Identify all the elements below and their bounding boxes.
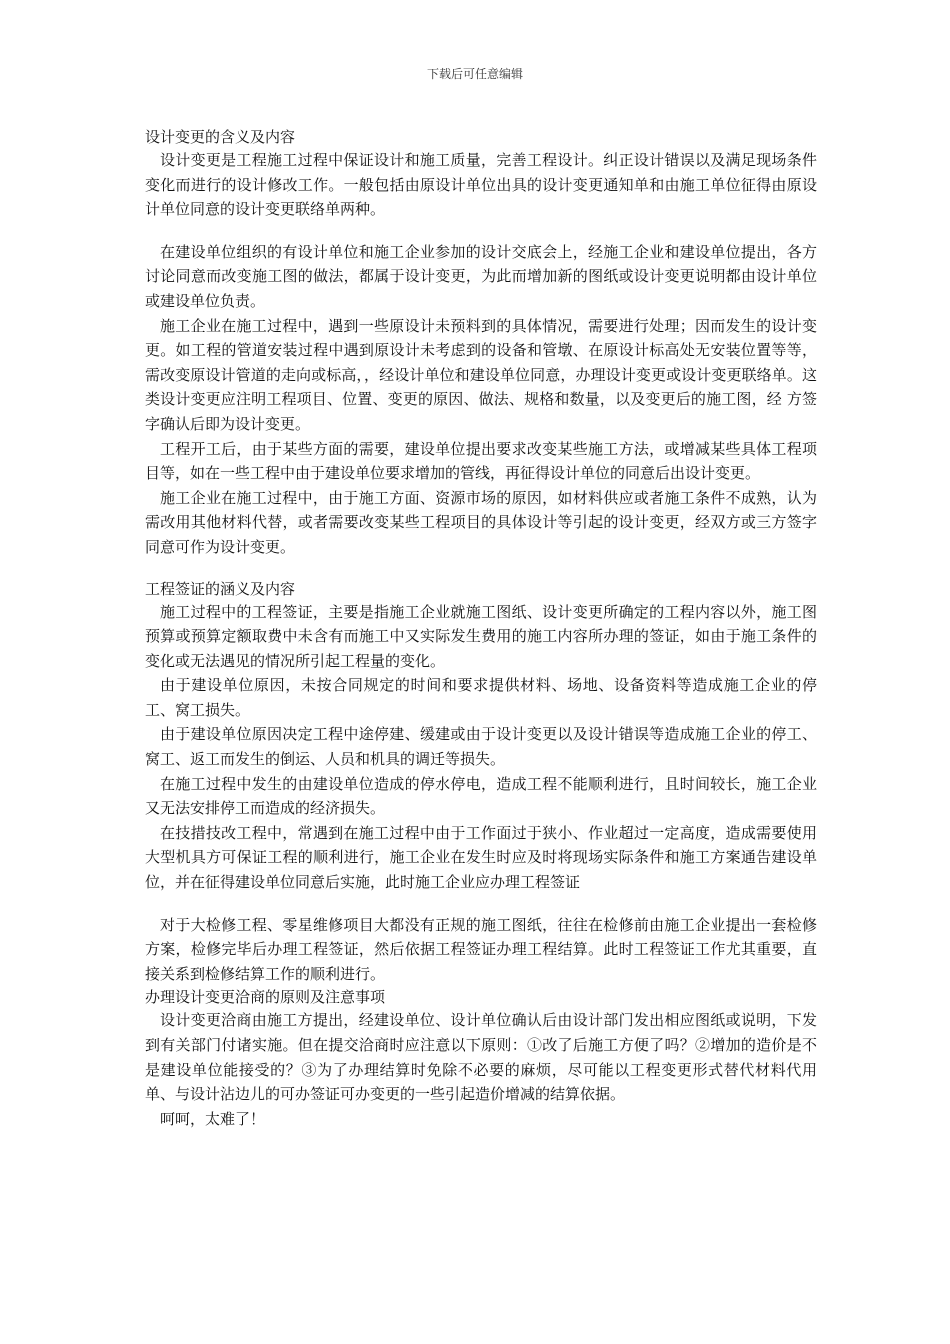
paragraph: 施工企业在施工过程中，遇到一些原设计未预料到的具体情况，需要进行处理；因而发生的设计变更。如工程的管道安装过程中遇到原设计未考虑到的设备和管墩、在原设计标高处无安装位置等等，需改变原设计管道的走向或标高，，经设计单位和建设单位同意，办理设计变更或设计变更联络单。这类设计变更应注明工程项目、位置、变更的原因、做法、规格和数量，以及变更后的施工图，经 方签字确认后即为设计变更。 <box>145 316 817 433</box>
blank-line <box>145 560 817 578</box>
paragraph: 对于大检修工程、零星维修项目大都没有正规的施工图纸，往往在检修前由施工企业提出一套检修方案，检修完毕后办理工程签证，然后依据工程签证办理工程结算。此时工程签证工作尤其重要，直接关系到检修结算工作的顺利进行。 <box>145 915 817 983</box>
section-heading-design-change: 设计变更的含义及内容 <box>145 128 296 146</box>
paragraph: 施工企业在施工过程中，由于施工方面、资源市场的原因，如材料供应或者施工条件不成熟，认为需改用其他材料代替，或者需要改变某些工程项目的具体设计等引起的设计变更，经双方或三方签字同意可作为设计变更。 <box>145 488 817 556</box>
header-note: 下载后可任意编辑 <box>426 67 523 81</box>
paragraph: 在建设单位组织的有设计单位和施工企业参加的设计交底会上，经施工企业和建设单位提出，各方讨论同意而改变施工图的做法，都属于设计变更，为此而增加新的图纸或设计变更说明都由设计单位或建设单位负责。 <box>145 242 817 310</box>
blank-line <box>145 222 817 240</box>
paragraph: 由于建设单位原因，未按合同规定的时间和要求提供材料、场地、设备资料等造成施工企业的停工、窝工损失。 <box>145 676 817 719</box>
blank-line <box>145 895 817 913</box>
paragraph: 由于建设单位原因决定工程中途停建、缓建或由于设计变更以及设计错误等造成施工企业的停工、窝工、返工而发生的倒运、人员和机具的调迁等损失。 <box>145 725 817 769</box>
paragraph: 在技措技改工程中，常遇到在施工过程中由于工作面过于狭小、作业超过一定高度，造成需要使用大型机具方可保证工程的顺利进行，施工企业在发生时应及时将现场实际条件和施工方案通告建设单位，并在征得建设单位同意后实施，此时施工企业应办理工程签证 <box>145 823 817 892</box>
document-body <box>145 126 817 1131</box>
paragraph: 工程开工后，由于某些方面的需要，建设单位提出要求改变某些施工方法，或增减某些具体工程项目等，如在一些工程中由于建设单位要求增加的管线，再征得设计单位的同意后出设计变更。 <box>145 439 817 483</box>
paragraph: 设计变更洽商由施工方提出，经建设单位、设计单位确认后由设计部门发出相应图纸或说明，下发到有关部门付诸实施。但在提交洽商时应注意以下原则：①改了后施工方便了吗？②增加的造价是不是建设单位能接受的？③为了办理结算时免除不必要的麻烦，尽可能以工程变更形式替代材料代用单、与设计沾边儿的可办签证可办变更的一些引起造价增减的结算依据。 <box>145 1011 817 1104</box>
paragraph: 施工过程中的工程签证，主要是指施工企业就施工图纸、设计变更所确定的工程内容以外，施工图预算或预算定额取费中未含有而施工中又实际发生费用的施工内容所办理的签证，如由于施工条件的变化或无法遇见的情况所引起工程量的变化。 <box>145 602 817 670</box>
closing-remark: 呵呵，太难了！ <box>160 1109 266 1128</box>
paragraph: 在施工过程中发生的由建设单位造成的停水停电，造成工程不能顺利进行，且时间较长，施工企业又无法安排停工而造成的经济损失。 <box>145 774 817 818</box>
section-heading-visa: 工程签证的涵义及内容 <box>145 579 296 598</box>
paragraph: 设计变更是工程施工过程中保证设计和施工质量，完善工程设计。纠正设计错误以及满足现场条件变化而进行的设计修改工作。一般包括由原设计单位出具的设计变更通知单和由施工单位征得由原设计单位同意的设计变更联络单两种。 <box>145 151 817 219</box>
section-heading-principles: 办理设计变更洽商的原则及注意事项 <box>145 988 386 1007</box>
